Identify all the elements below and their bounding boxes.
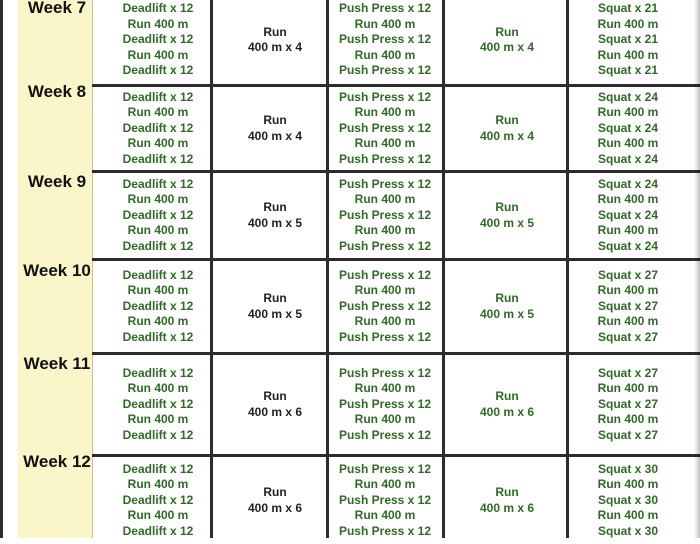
week-label: Week 9 (27, 172, 87, 191)
exercise-line: Squat x 21 (597, 1, 659, 16)
cell-run2 (437, 173, 577, 258)
exercise-line: Deadlift x 12 (122, 396, 194, 411)
week-label: Week 11 (23, 354, 91, 373)
exercise-line: Run 400 m (127, 192, 189, 207)
exercise-line: Deadlift x 12 (122, 1, 194, 16)
exercise-line: Run 400 m (597, 47, 659, 62)
exercise-line: Deadlift x 12 (122, 32, 194, 47)
exercise-line: Run (263, 200, 287, 214)
exercise-line: 400 m x 6 (247, 500, 303, 515)
exercise-line: Push Press x 12 (338, 120, 432, 135)
exercise-line: Run 400 m (597, 16, 659, 31)
cell-squat (558, 355, 698, 454)
workout-table (92, 0, 700, 538)
exercise-line: Run (495, 113, 519, 127)
week-label: Week 8 (27, 82, 87, 101)
exercise-line: Push Press x 12 (338, 523, 432, 538)
exercise-line: Deadlift x 12 (122, 365, 194, 380)
exercise-line: Push Press x 12 (338, 492, 432, 507)
exercise-line: Run (495, 200, 519, 214)
cell-run2 (437, 457, 577, 544)
exercise-line: Push Press x 12 (338, 63, 432, 78)
cell-squat (558, 457, 698, 544)
cell-push-press (315, 355, 455, 454)
exercise-line: Push Press x 12 (338, 1, 432, 16)
exercise-line: Run 400 m (354, 283, 416, 298)
exercise-line: Run 400 m (597, 105, 659, 120)
exercise-line: Run 400 m (597, 508, 659, 523)
exercise-line: Deadlift x 12 (122, 267, 194, 282)
exercise-line: Run 400 m (597, 136, 659, 151)
exercise-line: Run 400 m (597, 477, 659, 492)
exercise-line: Run 400 m (354, 16, 416, 31)
exercise-line: Squat x 21 (597, 63, 659, 78)
exercise-line: 400 m x 6 (479, 404, 535, 419)
exercise-line: Run 400 m (354, 47, 416, 62)
exercise-line: 400 m x 5 (247, 306, 303, 321)
exercise-line: Deadlift x 12 (122, 523, 194, 538)
exercise-line: Squat x 30 (597, 492, 659, 507)
cell-squat (558, 0, 698, 84)
exercise-line: Run (495, 291, 519, 305)
exercise-line: 400 m x 4 (247, 40, 303, 54)
exercise-line: Run 400 m (354, 508, 416, 523)
exercise-line: Run 400 m (597, 223, 659, 238)
page-left-edge (0, 0, 3, 538)
exercise-line: Push Press x 12 (338, 329, 432, 344)
exercise-line: Run (495, 389, 519, 403)
exercise-line: Squat x 24 (597, 238, 659, 253)
exercise-line: Push Press x 12 (338, 365, 432, 380)
exercise-line: Run 400 m (354, 412, 416, 427)
exercise-line: Run 400 m (354, 192, 416, 207)
cell-run2 (437, 0, 577, 84)
exercise-line: Squat x 24 (597, 176, 659, 191)
exercise-line: Run 400 m (597, 412, 659, 427)
exercise-line: Run 400 m (127, 412, 189, 427)
exercise-line: Run (263, 113, 287, 127)
exercise-line: Push Press x 12 (338, 32, 432, 47)
exercise-line: Run 400 m (127, 136, 189, 151)
exercise-line: 400 m x 6 (479, 500, 535, 515)
exercise-line: Run 400 m (354, 223, 416, 238)
exercise-line: Squat x 27 (597, 396, 659, 411)
exercise-line: Squat x 21 (597, 32, 659, 47)
exercise-line: Push Press x 12 (338, 238, 432, 253)
cell-run2 (437, 355, 577, 454)
cell-squat (558, 173, 698, 258)
exercise-line: 400 m x 4 (247, 128, 303, 143)
exercise-line: 400 m x 6 (247, 404, 303, 419)
exercise-line: Run 400 m (127, 508, 189, 523)
exercise-line: Run (263, 389, 287, 403)
exercise-line: Deadlift x 12 (122, 120, 194, 135)
exercise-line: Squat x 27 (597, 298, 659, 313)
exercise-line: Push Press x 12 (338, 298, 432, 313)
exercise-line: Run 400 m (354, 105, 416, 120)
exercise-line: Run 400 m (354, 477, 416, 492)
exercise-line: Push Press x 12 (338, 207, 432, 222)
exercise-line: Deadlift x 12 (122, 63, 194, 78)
exercise-line: Deadlift x 12 (122, 427, 194, 442)
exercise-line: Push Press x 12 (338, 89, 432, 104)
week-label: Week 10 (23, 261, 91, 280)
cell-push-press (315, 173, 455, 258)
exercise-line: 400 m x 4 (479, 40, 535, 54)
cell-run2 (437, 87, 577, 170)
exercise-line: Squat x 27 (597, 427, 659, 442)
cell-push-press (315, 0, 455, 84)
exercise-line: Deadlift x 12 (122, 238, 194, 253)
exercise-line: Push Press x 12 (338, 396, 432, 411)
exercise-line: Push Press x 12 (338, 176, 432, 191)
page-right-shadow (694, 0, 700, 538)
exercise-line: Run 400 m (127, 47, 189, 62)
exercise-line: Run 400 m (354, 381, 416, 396)
exercise-line: 400 m x 4 (479, 128, 535, 143)
cell-push-press (315, 87, 455, 170)
exercise-line: Push Press x 12 (338, 461, 432, 476)
exercise-line: Run 400 m (127, 16, 189, 31)
exercise-line: Run 400 m (127, 105, 189, 120)
exercise-line: Run 400 m (127, 477, 189, 492)
exercise-line: Deadlift x 12 (122, 207, 194, 222)
exercise-line: Squat x 24 (597, 151, 659, 166)
exercise-line: Squat x 30 (597, 523, 659, 538)
exercise-line: Squat x 27 (597, 329, 659, 344)
exercise-line: Run (495, 24, 519, 39)
cell-push-press (315, 261, 455, 352)
exercise-line: Run (263, 485, 287, 499)
exercise-line: Deadlift x 12 (122, 461, 194, 476)
week-label: Week 7 (27, 0, 87, 17)
cell-squat (558, 87, 698, 170)
exercise-line: Run 400 m (127, 381, 189, 396)
exercise-line: Deadlift x 12 (122, 151, 194, 166)
exercise-line: Run (263, 291, 287, 305)
exercise-line: Deadlift x 12 (122, 298, 194, 313)
exercise-line: Squat x 24 (597, 207, 659, 222)
exercise-line: Push Press x 12 (338, 427, 432, 442)
exercise-line: Squat x 24 (597, 89, 659, 104)
exercise-line: Run 400 m (597, 283, 659, 298)
exercise-line: Run 400 m (354, 136, 416, 151)
exercise-line: Run 400 m (597, 381, 659, 396)
exercise-line: Deadlift x 12 (122, 89, 194, 104)
exercise-line: Squat x 24 (597, 120, 659, 135)
exercise-line: Run 400 m (354, 314, 416, 329)
week-label: Week 12 (23, 452, 91, 471)
exercise-line: Run 400 m (127, 283, 189, 298)
exercise-line: 400 m x 5 (479, 215, 535, 230)
exercise-line: Deadlift x 12 (122, 492, 194, 507)
exercise-line: Push Press x 12 (338, 267, 432, 282)
exercise-line: Run (495, 485, 519, 499)
exercise-line: Squat x 30 (597, 461, 659, 476)
exercise-line: Push Press x 12 (338, 151, 432, 166)
exercise-line: Deadlift x 12 (122, 329, 194, 344)
cell-push-press (315, 457, 455, 544)
exercise-line: Run 400 m (597, 192, 659, 207)
exercise-line: 400 m x 5 (479, 306, 535, 321)
exercise-line: Run (263, 24, 287, 39)
exercise-line: Squat x 27 (597, 267, 659, 282)
cell-squat (558, 261, 698, 352)
exercise-line: Run 400 m (127, 314, 189, 329)
cell-run2 (437, 261, 577, 352)
exercise-line: Run 400 m (127, 223, 189, 238)
exercise-line: Deadlift x 12 (122, 176, 194, 191)
exercise-line: Squat x 27 (597, 365, 659, 380)
exercise-line: Run 400 m (597, 314, 659, 329)
exercise-line: 400 m x 5 (247, 215, 303, 230)
